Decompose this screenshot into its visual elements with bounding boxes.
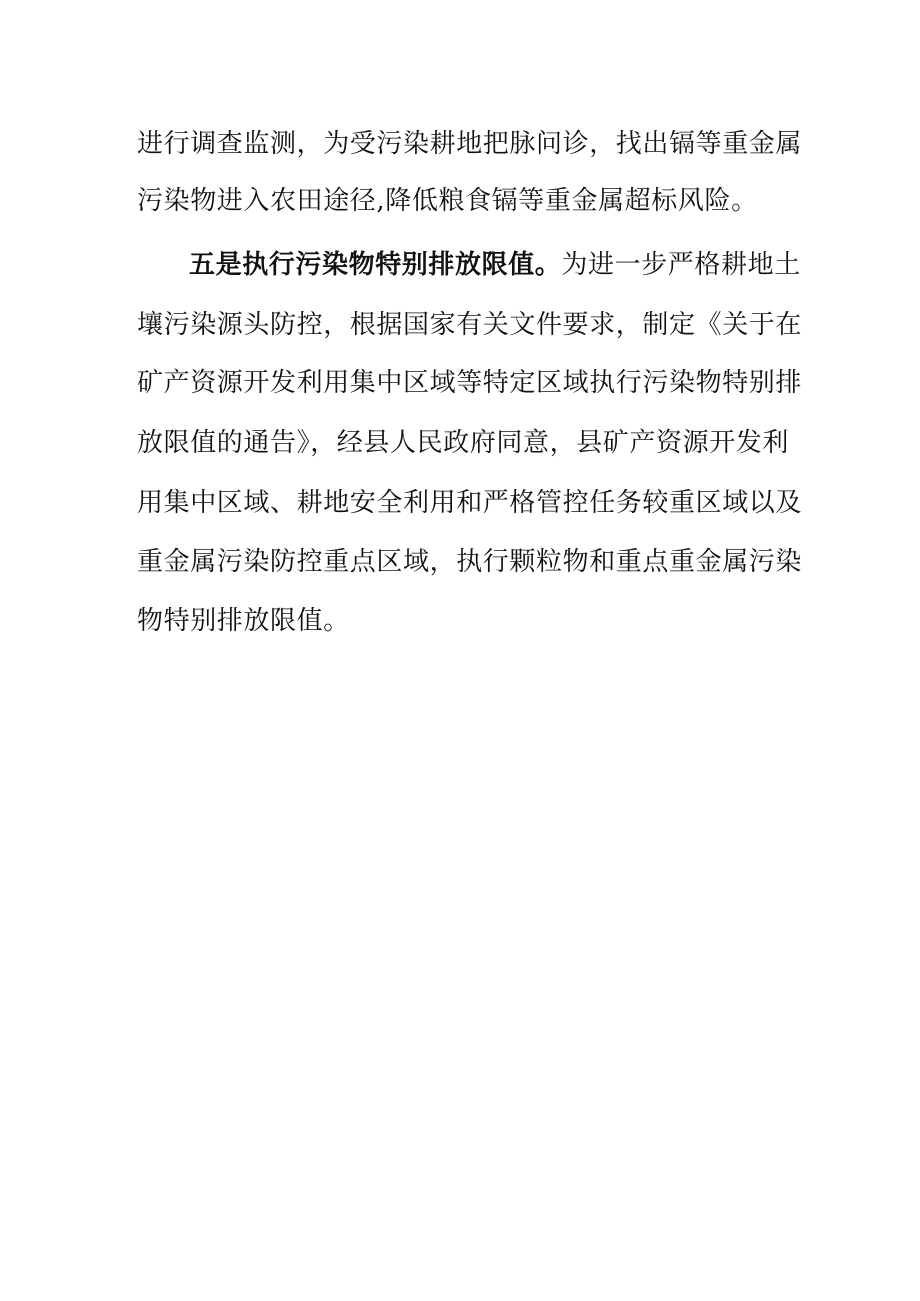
paragraph-2-first-line — [189, 245, 799, 285]
paragraph-2-line-1-text: 为进一步严格耕地土 — [561, 250, 801, 280]
paragraph-2-heading: 五是执行污染物特别排放限值。 — [189, 250, 562, 280]
paragraph-2-line-5: 用集中区域、耕地安全利用和严格管控任务较重区域以及 — [137, 488, 803, 518]
paragraph-2-line-6: 重金属污染防控重点区域，执行颗粒物和重点重金属污染 — [137, 547, 803, 577]
paragraph-1-line-1: 进行调查监测，为受污染耕地把脉问诊，找出镉等重金属 — [137, 129, 803, 159]
paragraph-2-line-4: 放限值的通告》，经县人民政府同意，县矿产资源开发利 — [137, 428, 790, 458]
paragraph-2-line-7: 物特别排放限值。 — [137, 606, 350, 636]
paragraph-2-line-3: 矿产资源开发利用集中区域等特定区域执行污染物特别排 — [137, 368, 803, 398]
paragraph-1-line-2: 污染物进入农田途径,降低粮食镉等重金属超标风险。 — [137, 186, 758, 216]
paragraph-2-line-2: 壤污染源头防控，根据国家有关文件要求，制定《关于在 — [137, 310, 803, 340]
